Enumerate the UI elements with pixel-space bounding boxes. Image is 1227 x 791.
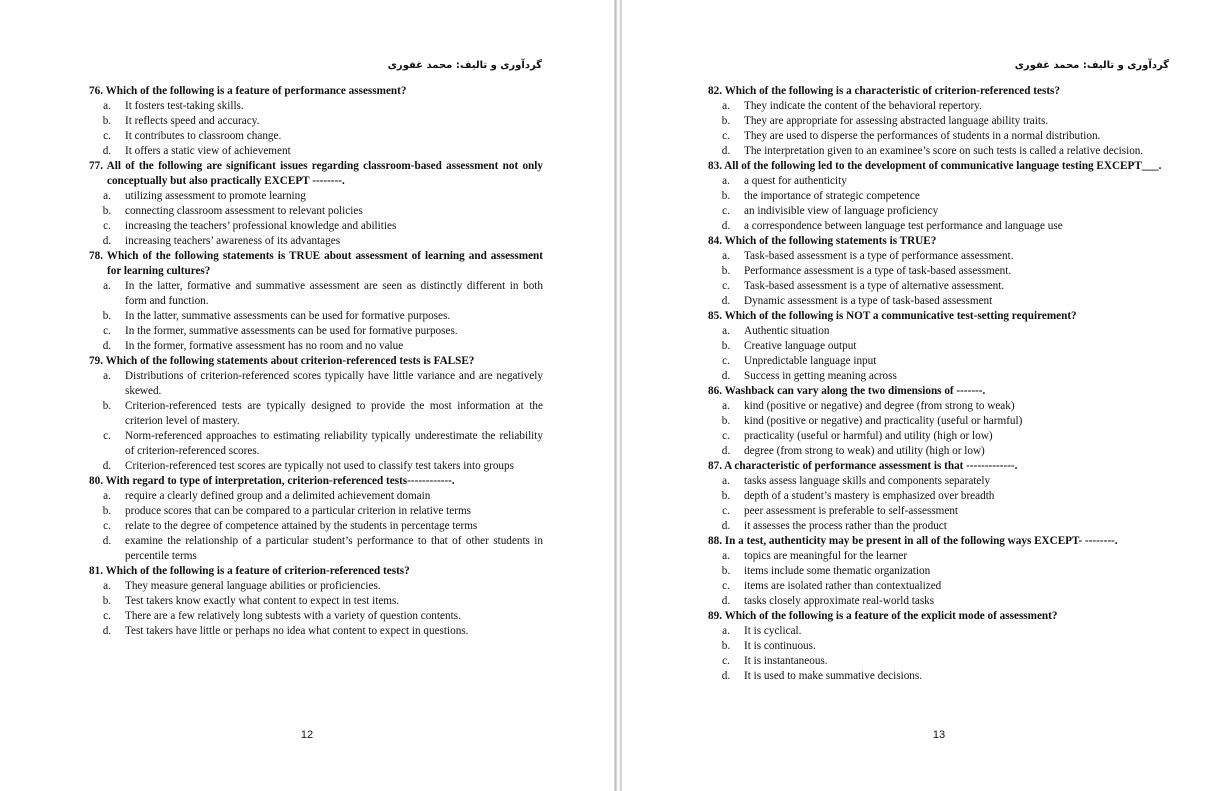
option-letter: c. bbox=[722, 355, 730, 367]
option-text: increasing the teachers’ professional knowledge and abilities bbox=[125, 220, 397, 232]
option-text: relate to the degree of competence attained by the students in percentage terms bbox=[125, 520, 478, 532]
option-letter: a. bbox=[722, 400, 730, 412]
option-text: They measure general language abilities or proficiencies. bbox=[125, 580, 381, 592]
option-text: kind (positive or negative) and practicality (useful or harmful) bbox=[744, 415, 1023, 427]
answer-option bbox=[708, 129, 1163, 144]
answer-option bbox=[708, 489, 1163, 504]
option-text: Dynamic assessment is a type of task-based assessment bbox=[744, 295, 993, 307]
question bbox=[708, 309, 1163, 384]
option-letter: a. bbox=[722, 475, 730, 487]
option-letter: b. bbox=[721, 640, 731, 652]
question-title: 76. Which of the following is a feature of performance assessment? bbox=[89, 85, 407, 97]
option-text: It reflects speed and accuracy. bbox=[125, 115, 260, 127]
answer-option bbox=[708, 519, 1163, 534]
question-title: 79. Which of the following statements about criterion-referenced tests is FALSE? bbox=[89, 355, 475, 367]
question bbox=[708, 459, 1163, 534]
answer-option bbox=[89, 129, 543, 144]
option-letter: c. bbox=[722, 655, 730, 667]
answer-option bbox=[708, 294, 1163, 309]
option-letter: c. bbox=[722, 280, 730, 292]
question bbox=[708, 534, 1163, 609]
option-letter: c. bbox=[103, 430, 111, 442]
option-letter: c. bbox=[722, 580, 730, 592]
option-text: a correspondence between language test performance and language use bbox=[744, 220, 1063, 232]
option-text: peer assessment is preferable to self-assessment bbox=[744, 505, 959, 517]
answer-option bbox=[89, 339, 543, 354]
answer-option bbox=[708, 369, 1163, 384]
answer-option bbox=[708, 219, 1163, 234]
option-text: It is continuous. bbox=[744, 640, 816, 652]
answer-option bbox=[89, 219, 543, 234]
option-letter: b. bbox=[102, 115, 112, 127]
question-title: 81. Which of the following is a feature of criterion-referenced tests? bbox=[89, 565, 410, 577]
option-letter: b. bbox=[102, 205, 112, 217]
answer-option bbox=[708, 594, 1163, 609]
option-text: Task-based assessment is a type of alternative assessment. bbox=[744, 280, 1005, 292]
answer-option bbox=[89, 189, 543, 204]
option-text: It fosters test-taking skills. bbox=[125, 100, 244, 112]
question bbox=[708, 384, 1163, 459]
option-text: They are used to disperse the performances of students in a normal distribution. bbox=[744, 130, 1101, 142]
question-list bbox=[89, 84, 543, 639]
answer-option bbox=[89, 204, 543, 219]
answer-option bbox=[708, 114, 1163, 129]
option-letter: d. bbox=[721, 595, 731, 607]
option-letter: c. bbox=[103, 520, 111, 532]
option-text: tasks closely approximate real-world tasks bbox=[744, 595, 935, 607]
option-letter: b. bbox=[721, 340, 731, 352]
question bbox=[708, 234, 1163, 309]
option-letter: b. bbox=[102, 595, 112, 607]
answer-option bbox=[89, 519, 543, 534]
option-text: topics are meaningful for the learner bbox=[744, 550, 908, 562]
answer-option bbox=[708, 429, 1163, 444]
page-number: 12 bbox=[300, 729, 314, 741]
option-letter: a. bbox=[722, 250, 730, 262]
option-letter: c. bbox=[722, 505, 730, 517]
answer-option bbox=[708, 504, 1163, 519]
question-title: 83. All of the following led to the development of communicative language testing EXCEPT___. bbox=[708, 160, 1162, 172]
option-letter: d. bbox=[721, 220, 731, 232]
option-text: There are a few relatively long subtests with a variety of question contents. bbox=[125, 610, 461, 622]
option-letter: d. bbox=[102, 535, 112, 547]
question-title: 87. A characteristic of performance assessment is that -------------. bbox=[708, 460, 1018, 472]
answer-option bbox=[89, 504, 543, 519]
answer-option bbox=[89, 99, 543, 114]
question-title: 84. Which of the following statements is TRUE? bbox=[708, 235, 937, 247]
answer-option bbox=[708, 339, 1163, 354]
option-text: require a clearly defined group and a delimited achievement domain bbox=[125, 490, 431, 502]
option-text: degree (from strong to weak) and utility (high or low) bbox=[744, 445, 985, 457]
question-title: 78. Which of the following statements is TRUE about assessment of learning and assessment for learning cultures? bbox=[89, 250, 543, 277]
option-letter: b. bbox=[721, 565, 731, 577]
option-text: Creative language output bbox=[744, 340, 857, 352]
option-letter: a. bbox=[722, 325, 730, 337]
option-letter: a. bbox=[103, 370, 111, 382]
option-letter: d. bbox=[721, 445, 731, 457]
question bbox=[89, 354, 543, 474]
option-text: items include some thematic organization bbox=[744, 565, 931, 577]
option-letter: d. bbox=[721, 670, 731, 682]
option-letter: a. bbox=[722, 625, 730, 637]
option-letter: c. bbox=[103, 325, 111, 337]
page-number: 13 bbox=[932, 729, 946, 741]
answer-option bbox=[708, 639, 1163, 654]
answer-option bbox=[708, 99, 1163, 114]
option-letter: b. bbox=[102, 400, 112, 412]
option-text: examine the relationship of a particular student’s performance to that of other students in percentile terms bbox=[125, 535, 543, 562]
option-letter: a. bbox=[722, 550, 730, 562]
option-text: Criterion-referenced test scores are typically not used to classify test takers into groups bbox=[125, 460, 514, 472]
option-letter: c. bbox=[103, 610, 111, 622]
answer-option bbox=[708, 354, 1163, 369]
answer-option bbox=[708, 174, 1163, 189]
option-letter: b. bbox=[721, 265, 731, 277]
option-letter: a. bbox=[722, 175, 730, 187]
option-letter: c. bbox=[722, 430, 730, 442]
answer-option bbox=[708, 474, 1163, 489]
answer-option bbox=[708, 624, 1163, 639]
option-text: it assesses the process rather than the product bbox=[744, 520, 947, 532]
answer-option bbox=[89, 594, 543, 609]
option-text: depth of a student’s mastery is emphasized over breadth bbox=[744, 490, 995, 502]
question-title: 89. Which of the following is a feature of the explicit mode of assessment? bbox=[708, 610, 1058, 622]
answer-option bbox=[708, 414, 1163, 429]
question-title: 88. In a test, authenticity may be present in all of the following ways EXCEPT- --------. bbox=[708, 535, 1118, 547]
option-text: Norm-referenced approaches to estimating reliability typically underestimate the reliability of criterion-referenced scores. bbox=[125, 430, 543, 457]
answer-option bbox=[89, 489, 543, 504]
option-text: In the latter, formative and summative assessment are seen as distinctly different in both form and function. bbox=[125, 280, 543, 307]
option-text: a quest for authenticity bbox=[744, 175, 847, 187]
option-text: It is cyclical. bbox=[744, 625, 802, 637]
answer-option bbox=[89, 459, 543, 474]
question-title: 85. Which of the following is NOT a communicative test-setting requirement? bbox=[708, 310, 1077, 322]
answer-option bbox=[708, 579, 1163, 594]
option-text: produce scores that can be compared to a particular criterion in relative terms bbox=[125, 505, 472, 517]
option-letter: b. bbox=[721, 415, 731, 427]
answer-option bbox=[708, 264, 1163, 279]
answer-option bbox=[89, 114, 543, 129]
option-letter: d. bbox=[721, 520, 731, 532]
option-letter: a. bbox=[722, 100, 730, 112]
question-title: 77. All of the following are significant issues regarding classroom-based assessment not only conceptually but also practically EXCEPT --------. bbox=[89, 160, 543, 187]
option-text: connecting classroom assessment to relevant policies bbox=[125, 205, 363, 217]
option-text: an indivisible view of language proficiency bbox=[744, 205, 939, 217]
option-letter: d. bbox=[721, 295, 731, 307]
option-letter: c. bbox=[103, 130, 111, 142]
option-letter: d. bbox=[721, 370, 731, 382]
answer-option bbox=[89, 579, 543, 594]
option-text: They indicate the content of the behavioral repertory. bbox=[744, 100, 982, 112]
answer-option bbox=[89, 279, 543, 309]
option-text: The interpretation given to an examinee’s score on such tests is called a relative decision. bbox=[744, 145, 1144, 157]
option-letter: b. bbox=[102, 310, 112, 322]
answer-option bbox=[708, 144, 1163, 159]
option-letter: a. bbox=[103, 190, 111, 202]
option-text: practicality (useful or harmful) and utility (high or low) bbox=[744, 430, 993, 442]
page-header: گردآوری و تالیف: محمد غفوری bbox=[387, 60, 542, 71]
option-letter: d. bbox=[102, 460, 112, 472]
question bbox=[89, 474, 543, 564]
option-text: Performance assessment is a type of task-based assessment. bbox=[744, 265, 1012, 277]
option-text: In the former, formative assessment has no room and no value bbox=[125, 340, 404, 352]
book-gutter bbox=[614, 0, 622, 791]
question bbox=[89, 84, 543, 159]
option-letter: a. bbox=[103, 100, 111, 112]
option-text: increasing teachers’ awareness of its advantages bbox=[125, 235, 341, 247]
answer-option bbox=[708, 189, 1163, 204]
question bbox=[708, 159, 1163, 234]
option-text: items are isolated rather than contextualized bbox=[744, 580, 942, 592]
option-letter: d. bbox=[102, 340, 112, 352]
answer-option bbox=[708, 399, 1163, 414]
option-text: It is used to make summative decisions. bbox=[744, 670, 923, 682]
answer-option bbox=[708, 564, 1163, 579]
option-text: the importance of strategic competence bbox=[744, 190, 920, 202]
answer-option bbox=[708, 204, 1163, 219]
question bbox=[89, 159, 543, 249]
option-letter: b. bbox=[721, 490, 731, 502]
answer-option bbox=[89, 534, 543, 564]
option-text: Criterion-referenced tests are typically designed to provide the most information at the criterion level of mastery. bbox=[125, 400, 543, 427]
option-letter: c. bbox=[722, 130, 730, 142]
option-letter: a. bbox=[103, 580, 111, 592]
option-text: Success in getting meaning across bbox=[744, 370, 897, 382]
option-text: In the former, summative assessments can be used for formative purposes. bbox=[125, 325, 458, 337]
right-page bbox=[622, 0, 1227, 791]
option-letter: a. bbox=[103, 280, 111, 292]
option-letter: d. bbox=[102, 145, 112, 157]
option-letter: c. bbox=[722, 205, 730, 217]
answer-option bbox=[89, 399, 543, 429]
answer-option bbox=[89, 624, 543, 639]
answer-option bbox=[89, 324, 543, 339]
answer-option bbox=[708, 249, 1163, 264]
option-letter: b. bbox=[102, 505, 112, 517]
option-text: kind (positive or negative) and degree (from strong to weak) bbox=[744, 400, 1015, 412]
answer-option bbox=[89, 369, 543, 399]
option-text: They are appropriate for assessing abstracted language ability traits. bbox=[744, 115, 1049, 127]
option-letter: a. bbox=[103, 490, 111, 502]
option-letter: b. bbox=[721, 190, 731, 202]
option-text: tasks assess language skills and components separately bbox=[744, 475, 991, 487]
option-text: It contributes to classroom change. bbox=[125, 130, 282, 142]
answer-option bbox=[708, 324, 1163, 339]
question-title: 80. With regard to type of interpretation, criterion-referenced tests------------. bbox=[89, 475, 455, 487]
answer-option bbox=[89, 429, 543, 459]
option-text: Distributions of criterion-referenced scores typically have little variance and are negatively skewed. bbox=[125, 370, 543, 397]
option-text: In the latter, summative assessments can be used for formative purposes. bbox=[125, 310, 451, 322]
answer-option bbox=[89, 309, 543, 324]
answer-option bbox=[89, 609, 543, 624]
answer-option bbox=[89, 234, 543, 249]
question bbox=[708, 84, 1163, 159]
answer-option bbox=[708, 669, 1163, 684]
option-text: Test takers know exactly what content to expect in test items. bbox=[125, 595, 400, 607]
option-text: It offers a static view of achievement bbox=[125, 145, 291, 157]
question-title: 86. Washback can vary along the two dimensions of -------. bbox=[708, 385, 986, 397]
answer-option bbox=[708, 279, 1163, 294]
answer-option bbox=[89, 144, 543, 159]
option-text: It is instantaneous. bbox=[744, 655, 828, 667]
option-text: Unpredictable language input bbox=[744, 355, 877, 367]
option-text: Authentic situation bbox=[744, 325, 830, 337]
option-letter: d. bbox=[102, 235, 112, 247]
option-text: Test takers have little or perhaps no idea what content to expect in questions. bbox=[125, 625, 469, 637]
question-title: 82. Which of the following is a characteristic of criterion-referenced tests? bbox=[708, 85, 1061, 97]
answer-option bbox=[708, 654, 1163, 669]
question bbox=[89, 249, 543, 354]
answer-option bbox=[708, 549, 1163, 564]
option-letter: b. bbox=[721, 115, 731, 127]
option-letter: c. bbox=[103, 220, 111, 232]
question-list bbox=[708, 84, 1163, 684]
question bbox=[89, 564, 543, 639]
option-letter: d. bbox=[102, 625, 112, 637]
answer-option bbox=[708, 444, 1163, 459]
question bbox=[708, 609, 1163, 684]
page-header: گردآوری و تالیف: محمد غفوری bbox=[1014, 60, 1169, 71]
option-letter: d. bbox=[721, 145, 731, 157]
option-text: utilizing assessment to promote learning bbox=[125, 190, 306, 202]
option-text: Task-based assessment is a type of performance assessment. bbox=[744, 250, 1014, 262]
